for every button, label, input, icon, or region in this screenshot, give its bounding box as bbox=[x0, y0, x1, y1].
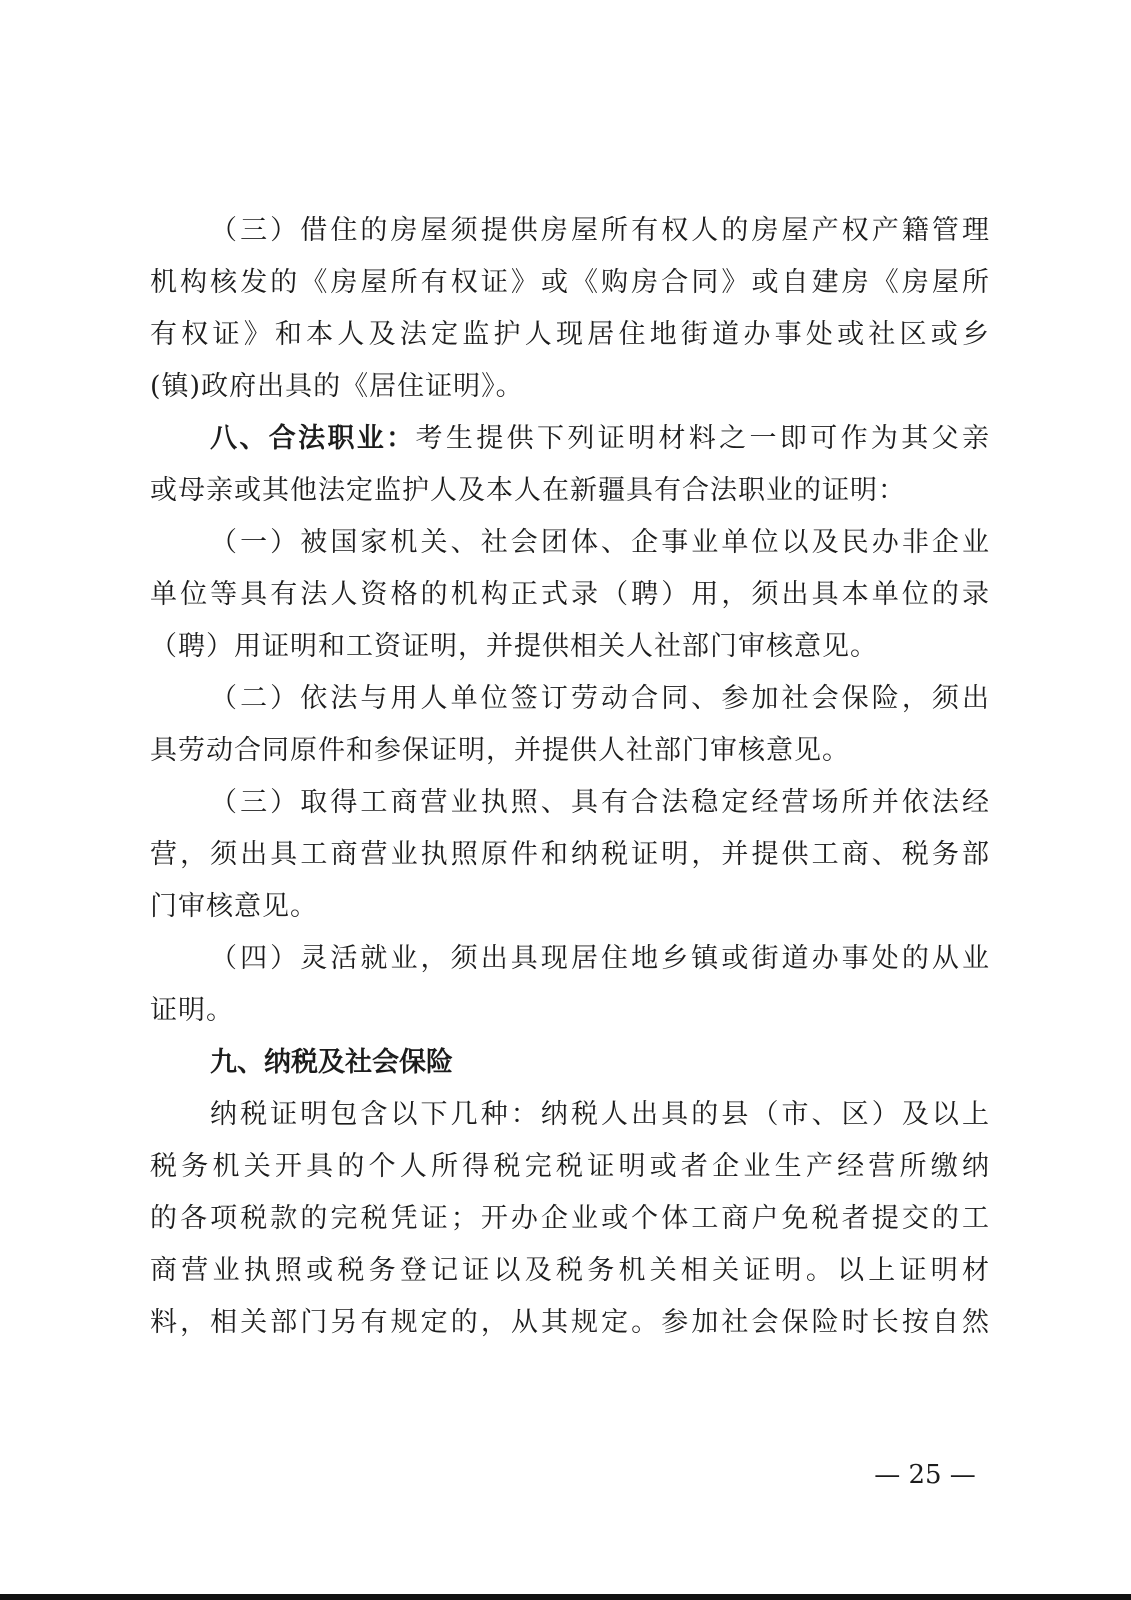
paragraph-line: （聘）用证明和工资证明，并提供相关人社部门审核意见。 bbox=[150, 631, 878, 662]
paragraph-line: 机构核发的《房屋所有权证》或《购房合同》或自建房《房屋所 bbox=[150, 267, 990, 298]
paragraph-line: 单位等具有法人资格的机构正式录（聘）用，须出具本单位的录 bbox=[150, 579, 990, 610]
paragraph-line: 营，须出具工商营业执照原件和纳税证明，并提供工商、税务部 bbox=[150, 839, 990, 870]
paragraph-line: 的各项税款的完税凭证；开办企业或个体工商户免税者提交的工 bbox=[150, 1203, 990, 1234]
paragraph-line: 或母亲或其他法定监护人及本人在新疆具有合法职业的证明： bbox=[150, 475, 906, 506]
page-number: — 25 — bbox=[874, 1460, 976, 1490]
section-8-intro-text: 考生提供下列证明材料之一即可作为其父亲 bbox=[415, 423, 991, 454]
paragraph-line: （四）灵活就业，须出具现居住地乡镇或街道办事处的从业 bbox=[210, 943, 990, 974]
section-9-heading: 九、纳税及社会保险 bbox=[210, 1047, 453, 1078]
paragraph-line: （一）被国家机关、社会团体、企事业单位以及民办非企业 bbox=[210, 527, 990, 558]
document-body bbox=[150, 205, 990, 1349]
paragraph-line: 证明。 bbox=[150, 995, 234, 1026]
paragraph-line: 有权证》和本人及法定监护人现居住地街道办事处或社区或乡 bbox=[150, 319, 990, 350]
paragraph-line: 税务机关开具的个人所得税完税证明或者企业生产经营所缴纳 bbox=[150, 1151, 990, 1182]
section-8-heading: 八、合法职业： bbox=[210, 423, 416, 454]
paragraph-line: （三）取得工商营业执照、具有合法稳定经营场所并依法经 bbox=[210, 787, 990, 818]
bottom-border bbox=[0, 1594, 1131, 1600]
section-8-first-line bbox=[150, 413, 990, 465]
paragraph-line: 门审核意见。 bbox=[150, 891, 318, 922]
paragraph-line: 料，相关部门另有规定的，从其规定。参加社会保险时长按自然 bbox=[150, 1307, 990, 1338]
paragraph-line: （三）借住的房屋须提供房屋所有权人的房屋产权产籍管理 bbox=[210, 215, 990, 246]
paragraph-line: 纳税证明包含以下几种：纳税人出具的县（市、区）及以上 bbox=[210, 1099, 990, 1130]
paragraph-line: （二）依法与用人单位签订劳动合同、参加社会保险，须出 bbox=[210, 683, 990, 714]
paragraph-line: (镇)政府出具的《居住证明》。 bbox=[150, 371, 524, 402]
paragraph-line: 商营业执照或税务登记证以及税务机关相关证明。以上证明材 bbox=[150, 1255, 990, 1286]
paragraph-line: 具劳动合同原件和参保证明，并提供人社部门审核意见。 bbox=[150, 735, 850, 766]
